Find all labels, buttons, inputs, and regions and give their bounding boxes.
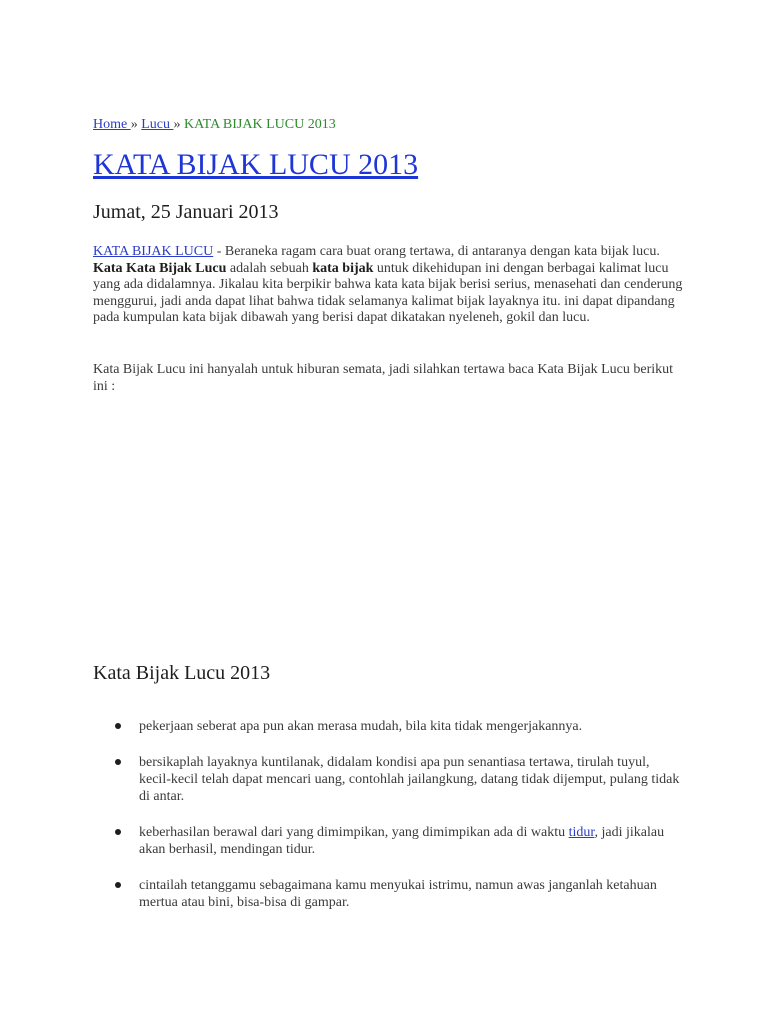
breadcrumb-separator: » (173, 117, 184, 132)
intro-text: untuk dikehidupan ini dengan berbagai kalimat lucu yang ada didalamnya. Jikalau kita berpikir bahwa kata kata bijak berisi serius, menasehati dan cenderung menggurui, jadi anda dapat lihat bahwa tidak selamanya kalimat bijak layaknya itu. ini dapat dipandang pada kumpulan kata bijak dibawah yang berisi dapat dikatakan nyeleneh, gokil dan lucu. (93, 260, 683, 325)
quote-text: cintailah tetanggamu sebagaimana kamu menyukai istrimu, namun awas janganlah ketahuan mertua atau bini, bisa-bisa di gampar. (139, 878, 657, 910)
breadcrumb-home-link[interactable]: Home (93, 117, 131, 132)
breadcrumb-separator: » (130, 117, 142, 132)
bullet-icon (115, 723, 121, 729)
quote-text: keberhasilan berawal dari yang dimimpikan, yang dimimpikan ada di waktu (139, 825, 569, 840)
quote-text: pekerjaan seberat apa pun akan merasa mudah, bila kita tidak mengerjakannya. (139, 719, 583, 734)
second-paragraph: Kata Bijak Lucu ini hanyalah untuk hiburan semata, jadi silahkan tertawa baca Kata Bijak Lucu berikut ini : (93, 362, 674, 394)
list-item (93, 718, 683, 735)
breadcrumb-lucu-link[interactable]: Lucu (141, 117, 174, 132)
bullet-icon (115, 829, 121, 835)
breadcrumb-current: KATA BIJAK LUCU 2013 (183, 117, 336, 132)
intro-bold-text: Kata Kata Bijak Lucu (93, 260, 227, 276)
intro-text: - Beraneka ragam cara buat orang tertawa, di antaranya dengan kata bijak lucu. (213, 244, 660, 259)
quote-text: bersikaplah layaknya kuntilanak, didalam kondisi apa pun senantiasa tertawa, tirulah tuyul, kecil-kecil telah dapat mencari uang, contohlah jailangkung, datang tidak dijemput, pulang tidak di antar. (139, 755, 680, 804)
quote-list (93, 718, 683, 930)
list-item (93, 824, 683, 858)
intro-bold-text: kata bijak (312, 260, 374, 276)
bullet-icon (115, 882, 121, 888)
bullet-icon (115, 759, 121, 765)
breadcrumb (93, 117, 336, 133)
section-heading: Kata Bijak Lucu 2013 (93, 662, 271, 684)
intro-keyword-link[interactable]: KATA BIJAK LUCU (93, 244, 214, 259)
tidur-link[interactable]: tidur (568, 825, 595, 840)
list-item (93, 877, 683, 911)
list-item (93, 754, 683, 805)
post-date: Jumat, 25 Januari 2013 (93, 201, 279, 223)
page-title (93, 148, 418, 182)
intro-text: adalah sebuah (226, 260, 313, 276)
intro-paragraph (93, 244, 683, 327)
quote-text: , jadi jikalau akan berhasil, mendingan tidur. (139, 825, 665, 857)
page-title-link[interactable]: KATA BIJAK LUCU 2013 (93, 148, 419, 181)
